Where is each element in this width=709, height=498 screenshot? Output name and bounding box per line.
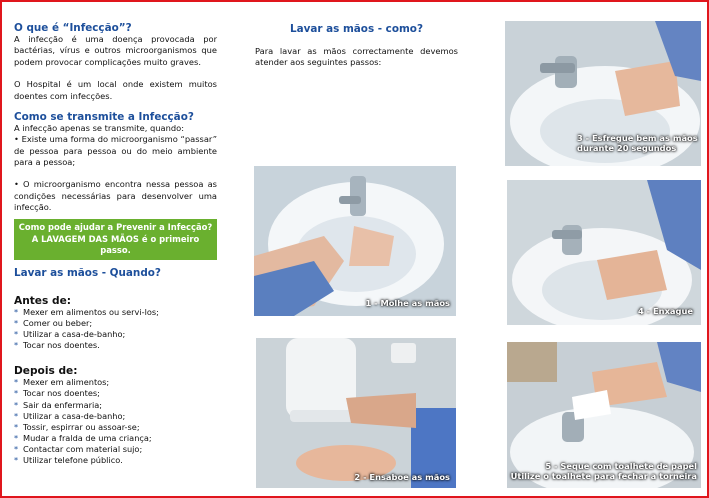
left-column [14, 22, 217, 466]
banner-line-1: Como pode ajudar a Prevenir a Infecção? [18, 222, 213, 233]
photo-step-2-soap [256, 338, 456, 488]
after-title: Depois de: [14, 365, 78, 378]
list-item: * Tossir, espirrar ou assoar-se; [14, 421, 140, 432]
caption-step-3 [577, 133, 698, 153]
bullet-transmission-1: • Existe uma forma do microorganismo “passar” de pessoa para pessoa ou do meio ambiente para a pessoa; [14, 134, 217, 168]
list-item: * Tocar nos doentes. [14, 340, 100, 351]
bullet-star-icon: * [14, 455, 19, 466]
bullet-star-icon: * [14, 388, 19, 399]
sink-wet-illustration [254, 166, 456, 316]
caption-step-5 [511, 461, 697, 481]
bullet-star-icon: * [14, 443, 19, 454]
list-item: * Tocar nos doentes; [14, 388, 100, 399]
photo-step-1-wet-hands [254, 166, 456, 316]
caption-step-2: 2 - Ensaboe as mãos [354, 472, 450, 482]
rinsing-illustration [507, 180, 701, 325]
caption-step-1: 1 - Molhe as mãos [365, 298, 450, 308]
caption-step-3-line-2: durante 20 segundos [577, 143, 677, 153]
paragraph-hospital: O Hospital é um local onde existem muitos doentes com infecções. [14, 79, 217, 101]
bullet-star-icon: * [14, 318, 19, 329]
bullet-transmission-2: • O microorganismo encontra nessa pessoa as condições necessárias para desenvolver uma infecção. [14, 179, 217, 212]
heading-when: Lavar as mãos - Quando? [14, 267, 161, 279]
photo-step-5-dry [507, 342, 701, 488]
after-list [14, 377, 217, 466]
caption-step-5-line-1: 5 - Seque com toalhete de papel [545, 461, 697, 471]
middle-column [255, 23, 458, 69]
heading-transmission: Como se transmite a Infecção? [14, 111, 194, 124]
caption-step-5-line-2: Utilize o toalhete para fechar a torneira [510, 471, 697, 481]
bullet-star-icon: * [14, 432, 19, 443]
paragraph-transmission-intro: A infecção apenas se transmite, quando: [14, 123, 185, 134]
list-item: * Utilizar a casa-de-banho; [14, 329, 126, 340]
heading-how: Lavar as mãos - como? [290, 23, 423, 35]
before-list [14, 307, 217, 351]
paragraph-how-intro: Para lavar as mãos correctamente devemos atender aos seguintes passos: [255, 46, 458, 68]
before-title: Antes de: [14, 295, 71, 307]
caption-step-3-line-1: 3 - Esfregue bem as mãos [577, 133, 698, 143]
list-item: * Mexer em alimentos; [14, 377, 110, 388]
list-item: * Contactar com material sujo; [14, 443, 143, 454]
bullet-star-icon: * [14, 307, 19, 317]
photo-step-4-rinse [507, 180, 701, 325]
bullet-star-icon: * [14, 329, 19, 340]
bullet-star-icon: * [14, 399, 19, 410]
list-item: * Utilizar telefone público. [14, 455, 123, 466]
bullet-star-icon: * [14, 421, 19, 432]
banner-line-2: A LAVAGEM DAS MÃOS é o primeiro passo. [31, 233, 200, 256]
bullet-star-icon: * [14, 410, 19, 421]
list-item: * Comer ou beber; [14, 318, 93, 329]
paragraph-definition: A infecção é uma doença provocada por bactérias, vírus e outros microorganismos que podem provocar complicações muito graves. [14, 34, 217, 67]
prevention-banner [14, 219, 217, 260]
soap-dispenser-illustration [256, 338, 456, 488]
caption-step-4: 4 - Enxague [638, 306, 693, 316]
photo-step-3-scrub [505, 21, 701, 166]
list-item: * Utilizar a casa-de-banho; [14, 410, 126, 421]
bullet-star-icon: * [14, 340, 19, 351]
list-item: * Sair da enfermaria; [14, 399, 103, 410]
heading-what-is-infection: O que é “Infecção”? [14, 22, 132, 34]
list-item: * Mexer em alimentos ou servi-los; [14, 307, 159, 317]
list-item: * Mudar a fralda de uma criança; [14, 432, 152, 443]
bullet-star-icon: * [14, 377, 19, 388]
